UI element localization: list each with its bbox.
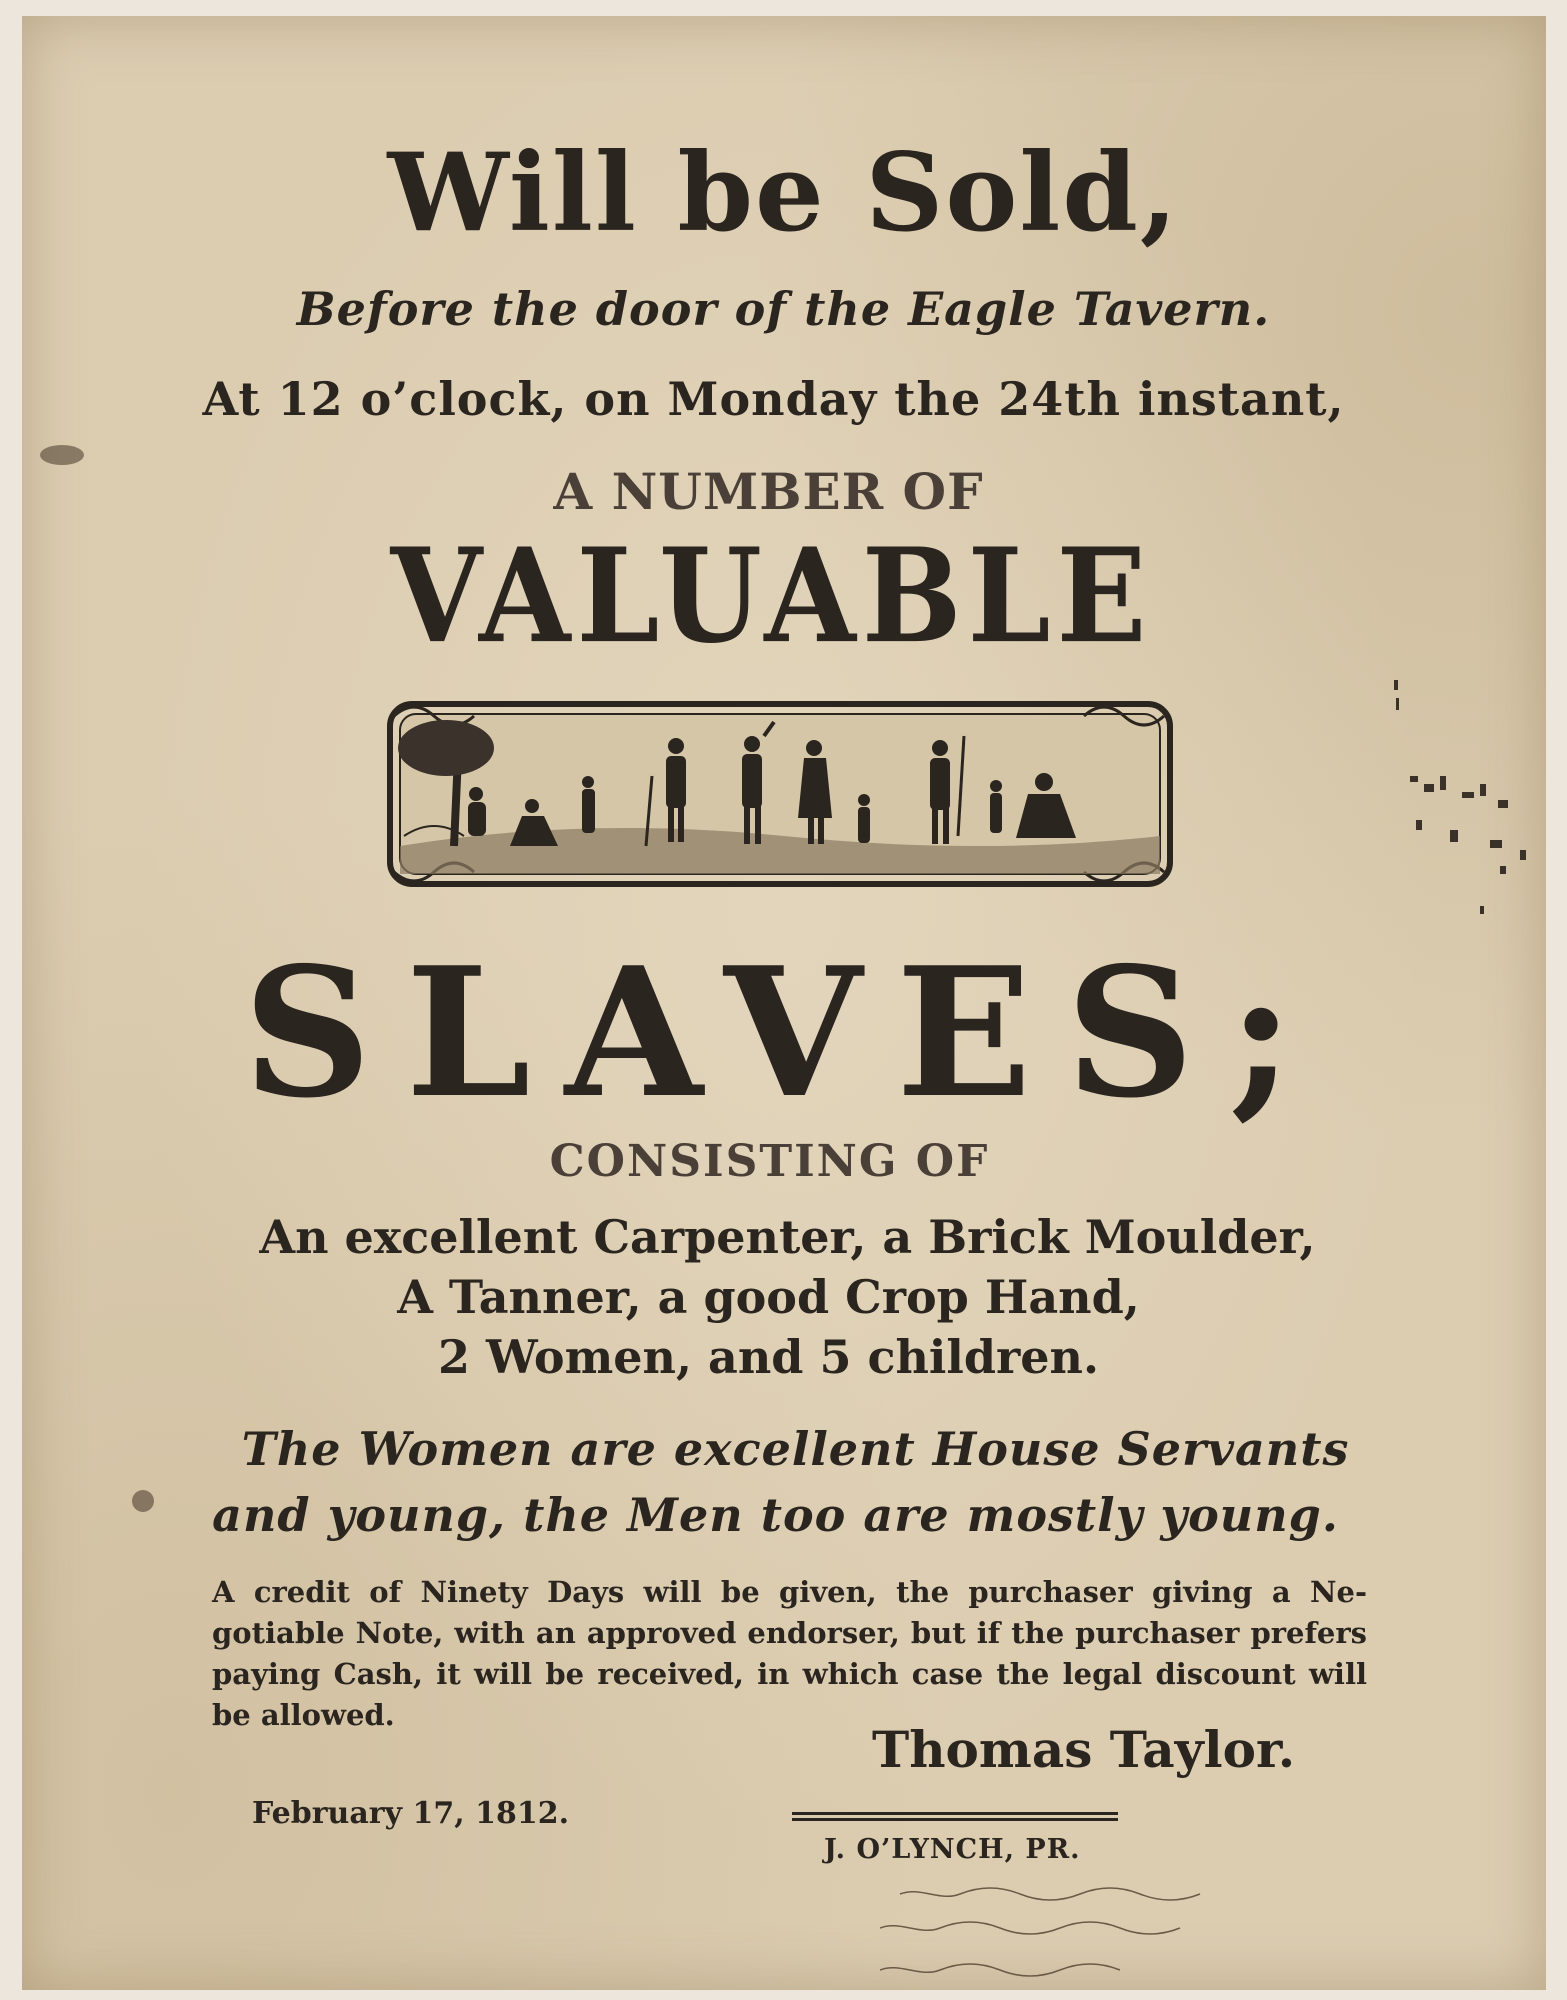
- list-line-3: 2 Women, and 5 children.: [437, 1330, 1099, 1384]
- time-line: At 12 o’clock, on Monday the 24th instant,: [202, 372, 1345, 426]
- women-line-1: The Women are excellent House Servants: [241, 1422, 1350, 1476]
- printer-rule: [792, 1818, 1118, 1821]
- woodcut-vignette: [384, 696, 1176, 892]
- poster-date: February 17, 1812.: [252, 1796, 570, 1831]
- signature: Thomas Taylor.: [872, 1720, 1296, 1779]
- ink-stain: [40, 445, 84, 465]
- headline: Will be Sold,: [387, 130, 1180, 256]
- women-line-2: and young, the Men too are mostly young.: [212, 1488, 1339, 1542]
- ink-stain: [132, 1490, 154, 1512]
- intro-line: A NUMBER OF: [553, 462, 984, 521]
- margin-ink-marks: [1380, 680, 1530, 970]
- location-line: Before the door of the Eagle Tavern.: [296, 282, 1271, 336]
- handwritten-note: [880, 1876, 1320, 1986]
- credit-paragraph: [212, 1572, 1367, 1736]
- credit-line: gotiable Note, with an approved endorser, but if the purchaser prefers: [212, 1616, 1367, 1650]
- credit-line: A credit of Ninety Days will be given, the purchaser giving a Ne-: [212, 1575, 1367, 1609]
- noun-line: SLAVES;: [243, 928, 1328, 1137]
- credit-line: be allowed.: [212, 1698, 395, 1732]
- credit-line: paying Cash, it will be received, in which case the legal discount will: [212, 1657, 1367, 1691]
- printer-credit: J. O’LYNCH, PR.: [824, 1834, 1081, 1865]
- list-line-2: A Tanner, a good Crop Hand,: [397, 1270, 1140, 1324]
- adjective-line: VALUABLE: [390, 519, 1153, 672]
- list-line-1: An excellent Carpenter, a Brick Moulder,: [259, 1210, 1316, 1264]
- consisting-line: CONSISTING OF: [549, 1136, 990, 1187]
- printer-rule: [792, 1812, 1118, 1815]
